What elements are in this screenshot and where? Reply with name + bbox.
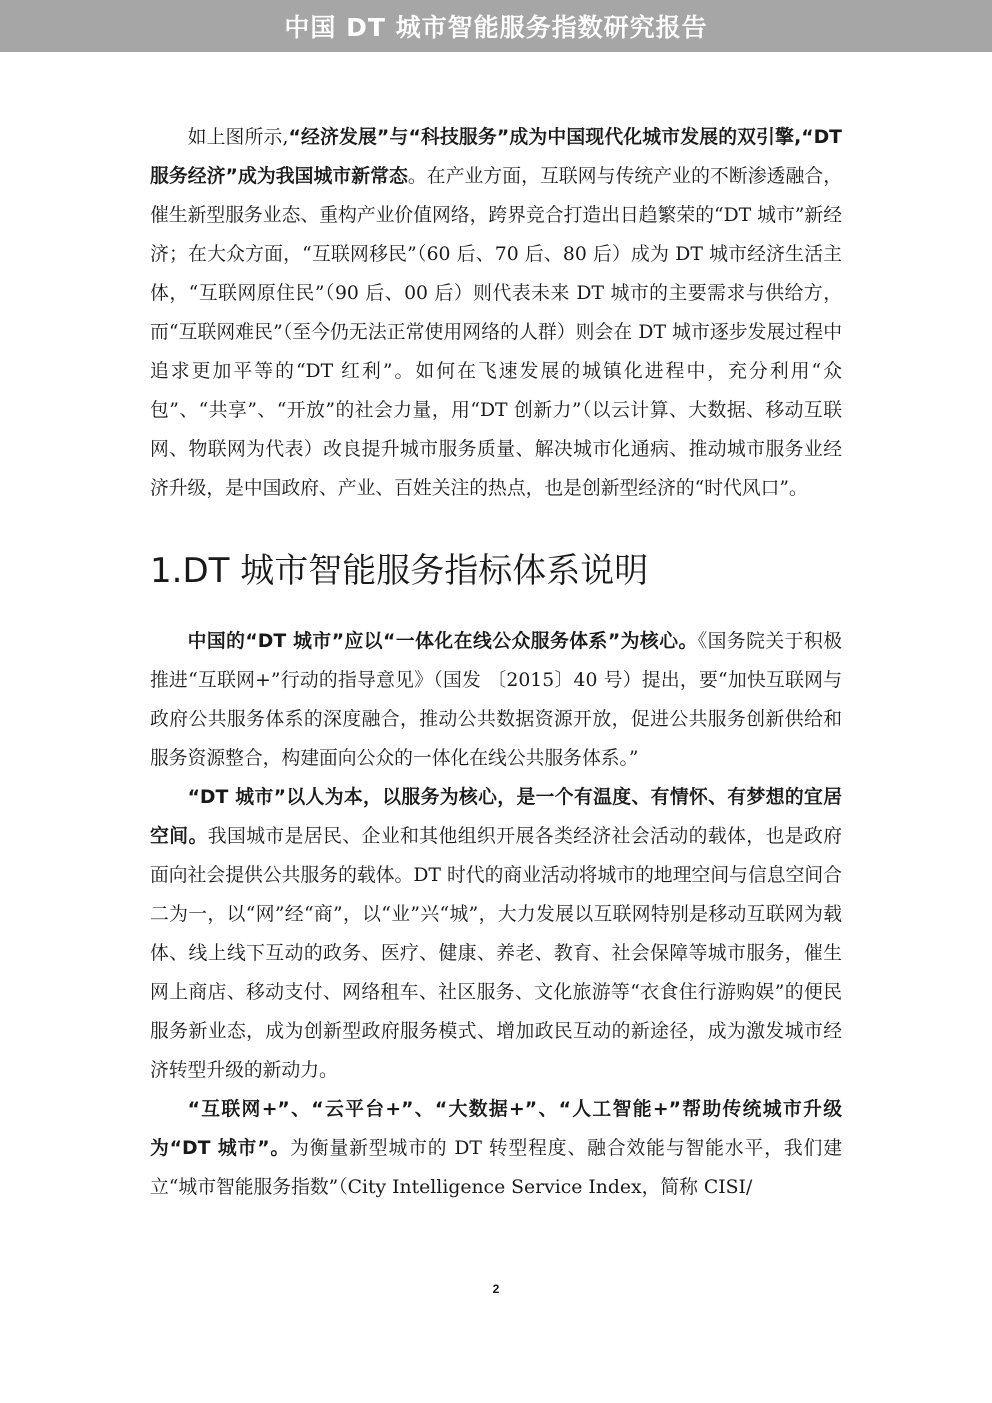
section-paragraph-3-bold: “互联网+”、“云平台+”、“大数据+”、“人工智能+”帮助传统城市升级为“DT 城市”。 xyxy=(150,1099,842,1159)
intro-paragraph xyxy=(150,118,842,508)
report-header-banner xyxy=(0,0,992,52)
section-paragraph-1-text: 《国务院关于积极推进“互联网+”行动的指导意见》（国发 〔2015〕40 号）提出，要“加快互联网与政府公共服务体系的深度融合，推动公共数据资源开放，促进公共服务创新供给和服务资源整合，构建面向公众的一体化在线公共服务体系。” xyxy=(150,631,842,769)
section-paragraph-1 xyxy=(150,622,842,778)
report-title: 中国 DT 城市智能服务指数研究报告 xyxy=(284,13,708,42)
intro-bold-text: “经济发展”与“科技服务”成为中国现代化城市发展的双引擎,“DT 服务经济”成为我国城市新常态 xyxy=(150,127,842,187)
section-paragraph-1-bold: 中国的“DT 城市”应以“一体化在线公众服务体系”为核心。 xyxy=(187,631,698,652)
section-paragraph-2-bold: “DT 城市”以人为本，以服务为核心，是一个有温度、有情怀、有梦想的宜居空间。 xyxy=(150,787,842,847)
intro-body-text: 。在产业方面，互联网与传统产业的不断渗透融合，催生新型服务业态、重构产业价值网络，跨界竞合打造出日趋繁荣的“DT 城市”新经济；在大众方面，“互联网移民”（60 后、70 后、80 后）成为 DT 城市经济生活主体，“互联网原住民”（90 后、00 后）则代表未来 DT 城市的主要需求与供给方，而“互联网难民”（至今仍无法正常使用网络的人群）则会在 DT 城市逐步发展过程中追求更加平等的“DT 红利”。如何在飞速发展的城镇化进程中，充分利用“众包”、“共享”、“开放”的社会力量，用“DT 创新力”（以云计算、大数据、移动互联网、物联网为代表）改良提升城市服务质量、解决城市化通病、推动城市服务业经济升级，是中国政府、产业、百姓关注的热点，也是创新型经济的“时代风口”。 xyxy=(150,166,843,499)
page-number: 2 xyxy=(492,1282,500,1296)
page-body xyxy=(150,118,842,1207)
intro-lead-text: 如上图所示, xyxy=(187,127,289,148)
section-paragraph-2 xyxy=(150,778,842,1090)
section-paragraph-3 xyxy=(150,1090,842,1207)
section-paragraph-3-text: 为衡量新型城市的 DT 转型程度、融合效能与智能水平，我们建立“城市智能服务指数”（City Intelligence Service Index，简称 CISI/ xyxy=(150,1138,842,1198)
section-paragraph-2-text: 我国城市是居民、企业和其他组织开展各类经济社会活动的载体，也是政府面向社会提供公共服务的载体。DT 时代的商业活动将城市的地理空间与信息空间合二为一，以“网”经“商”，以“业”兴“城”，大力发展以互联网特别是移动互联网为载体、线上线下互动的政务、医疗、健康、养老、教育、社会保障等城市服务，催生网上商店、移动支付、网络租车、社区服务、文化旅游等“衣食住行游购娱”的便民服务新业态，成为创新型政府服务模式、增加政民互动的新途径，成为激发城市经济转型升级的新动力。 xyxy=(150,826,843,1081)
section-heading: 1.DT 城市智能服务指标体系说明 xyxy=(150,551,649,591)
